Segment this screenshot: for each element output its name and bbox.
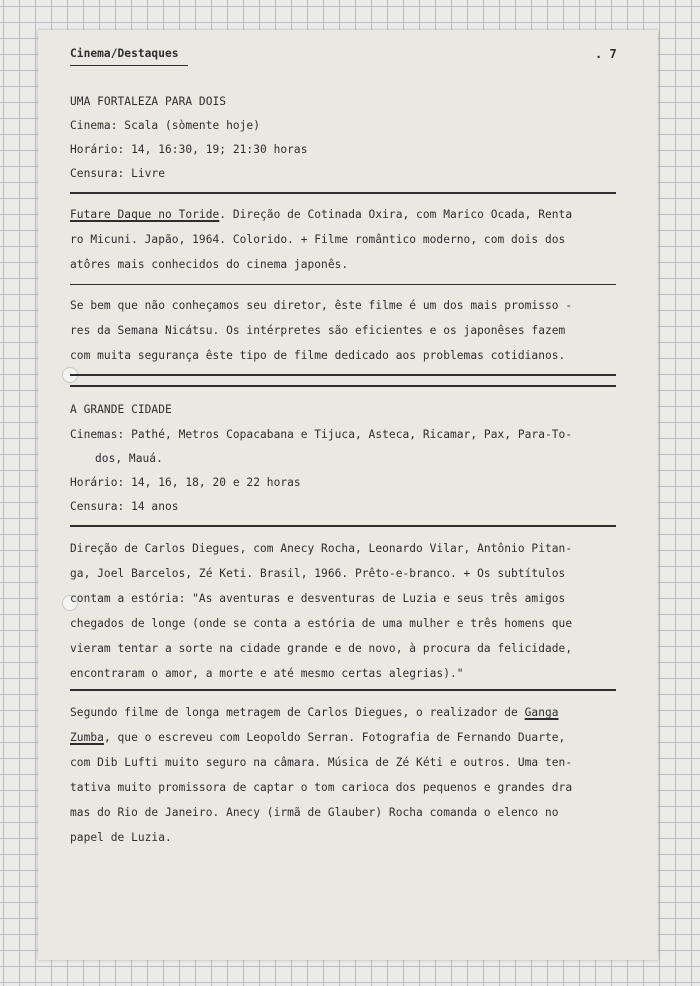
header-underline <box>70 65 188 66</box>
film-credits-line: ro Micuni. Japão, 1964. Colorido. + Filme romântico moderno, com dois dos <box>70 233 566 246</box>
review-line: mas do Rio de Janeiro. Anecy (irmã de Glauber) Rocha comanda o elenco no <box>70 806 559 819</box>
typewritten-page <box>38 30 658 960</box>
film-title: UMA FORTALEZA PARA DOIS <box>70 95 227 108</box>
page-number: . 7 <box>595 47 617 61</box>
film-credits-line: Futare Daque no Toride. Direção de Cotinada Oxira, com Marico Ocada, Renta <box>70 208 573 221</box>
review-line: res da Semana Nicátsu. Os intérpretes são eficientes e os japonêses fazem <box>70 324 566 337</box>
film-cinemas: dos, Mauá. <box>95 452 163 465</box>
film-rating: Censura: 14 anos <box>70 500 179 513</box>
divider <box>70 192 616 194</box>
divider <box>70 385 616 387</box>
film-credits-line: Direção de Carlos Diegues, com Anecy Rocha, Leonardo Vilar, Antônio Pitan- <box>70 542 573 555</box>
film-showtimes: Horário: 14, 16:30, 19; 21:30 horas <box>70 143 308 156</box>
review-line: com Dib Lufti muito seguro na câmara. Música de Zé Kéti e outros. Uma ten- <box>70 756 573 769</box>
review-line: papel de Luzia. <box>70 831 172 844</box>
review-line: Segundo filme de longa metragem de Carlos Diegues, o realizador de Ganga <box>70 706 559 719</box>
review-line: Zumba, que o escreveu com Leopoldo Serran. Fotografia de Fernando Duarte, <box>70 731 566 744</box>
review-line: tativa muito promissora de captar o tom carioca dos pequenos e grandes dra <box>70 781 573 794</box>
divider <box>70 284 616 285</box>
film-credits-line: contam a estória: "As aventuras e desventuras de Luzia e seus três amigos <box>70 592 566 605</box>
original-title: Futare Daque no Toride <box>70 208 220 221</box>
section-header: Cinema/Destaques <box>70 47 179 60</box>
divider <box>70 374 616 376</box>
film-reference: Zumba <box>70 731 104 744</box>
divider <box>70 689 616 691</box>
film-credits-line: ga, Joel Barcelos, Zé Keti. Brasil, 1966. Prêto-e-branco. + Os subtítulos <box>70 567 566 580</box>
film-cinemas: Cinemas: Pathé, Metros Copacabana e Tijuca, Asteca, Ricamar, Pax, Para-To- <box>70 428 573 441</box>
film-cinema: Cinema: Scala (sòmente hoje) <box>70 119 260 132</box>
film-credits-line: chegados de longe (onde se conta a estória de uma mulher e três homens que <box>70 617 573 630</box>
film-credits-line: encontraram o amor, a morte e até mesmo certas alegrias)." <box>70 667 464 680</box>
film-credits-line: vieram tentar a sorte na cidade grande e de novo, à procura da felicidade, <box>70 642 573 655</box>
film-showtimes: Horário: 14, 16, 18, 20 e 22 horas <box>70 476 301 489</box>
film-credits-line: atôres mais conhecidos do cinema japonês. <box>70 258 349 271</box>
film-rating: Censura: Livre <box>70 167 165 180</box>
film-reference: Ganga <box>524 706 559 719</box>
divider <box>70 525 616 527</box>
review-line: Se bem que não conheçamos seu diretor, êste filme é um dos mais promisso - <box>70 299 573 312</box>
review-line: com muita segurança êste tipo de filme dedicado aos problemas cotidianos. <box>70 349 566 362</box>
film-title: A GRANDE CIDADE <box>70 403 172 416</box>
